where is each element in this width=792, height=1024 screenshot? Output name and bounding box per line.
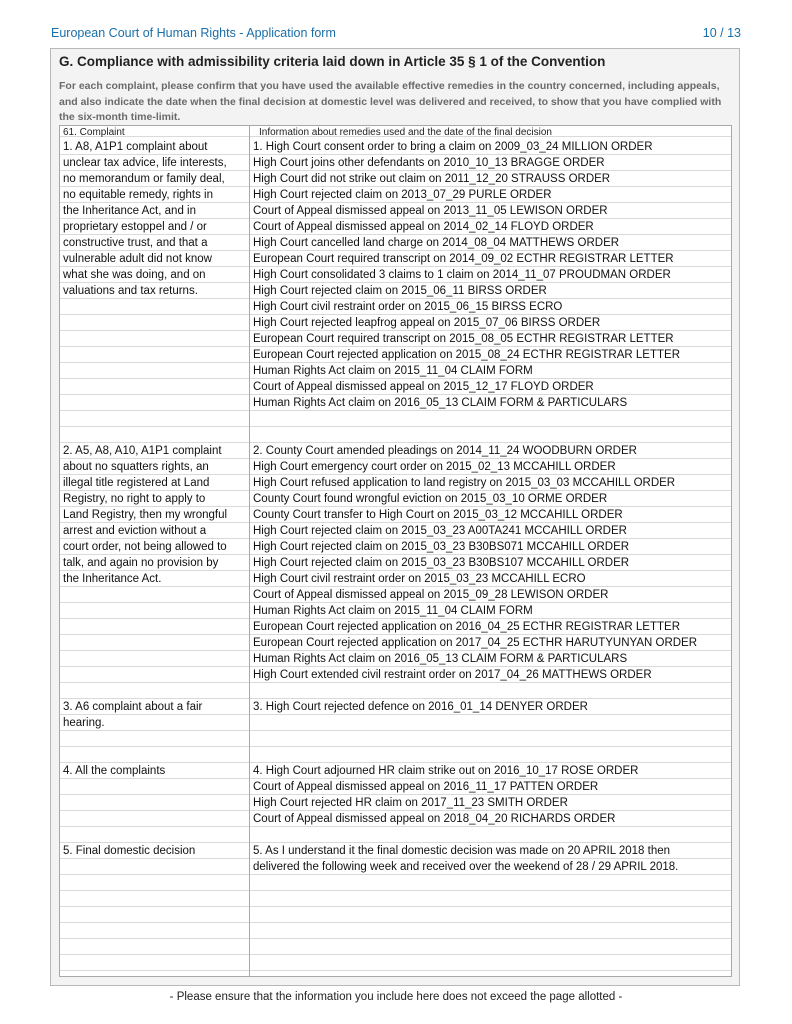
complaint-line: the Inheritance Act. bbox=[63, 573, 162, 585]
complaint-line: arrest and eviction without a bbox=[63, 525, 207, 537]
remedy-line: High Court refused application to land registry on 2015_03_03 MCCAHILL ORDER bbox=[253, 477, 676, 489]
instruction-line: the six-month time-limit. bbox=[59, 111, 181, 123]
remedy-line: European Court required transcript on 2014_09_02 ECTHR REGISTRAR LETTER bbox=[253, 253, 674, 265]
remedy-cell[interactable] bbox=[253, 763, 731, 827]
complaint-line: valuations and tax returns. bbox=[63, 285, 198, 297]
complaint-line: Land Registry, then my wrongful bbox=[63, 509, 228, 521]
remedy-line: High Court rejected leapfrog appeal on 2015_07_06 BIRSS ORDER bbox=[253, 317, 601, 329]
instruction-line: and also indicate the date when the final decision at domestic level was delivered and received, to show that you have complied with bbox=[59, 95, 722, 108]
remedy-cell[interactable] bbox=[253, 139, 731, 411]
remedy-line: High Court rejected claim on 2015_03_23 B30BS107 MCCAHILL ORDER bbox=[253, 557, 630, 569]
complaint-line: about no squatters rights, an bbox=[63, 461, 209, 473]
remedy-line: 3. High Court rejected defence on 2016_01_14 DENYER ORDER bbox=[253, 701, 588, 713]
complaint-line: no equitable remedy, rights in bbox=[63, 189, 214, 201]
remedy-line: 1. High Court consent order to bring a claim on 2009_03_24 MILLION ORDER bbox=[253, 141, 653, 153]
complaint-line: 4. All the complaints bbox=[63, 765, 166, 777]
remedy-line: High Court extended civil restraint order on 2017_04_26 MATTHEWS ORDER bbox=[253, 669, 652, 681]
complaint-cell[interactable] bbox=[63, 139, 247, 299]
remedy-line: High Court consolidated 3 claims to 1 claim on 2014_11_07 PROUDMAN ORDER bbox=[253, 269, 671, 281]
remedy-line: Court of Appeal dismissed appeal on 2015_09_28 LEWISON ORDER bbox=[253, 589, 609, 601]
complaint-line: Registry, no right to apply to bbox=[63, 493, 206, 505]
section-g-panel bbox=[50, 48, 740, 986]
remedy-line: Court of Appeal dismissed appeal on 2013_11_05 LEWISON ORDER bbox=[253, 205, 608, 217]
complaint-line: 1. A8, A1P1 complaint about bbox=[63, 141, 208, 153]
remedy-line: High Court rejected claim on 2015_03_23 A00TA241 MCCAHILL ORDER bbox=[253, 525, 627, 537]
complaint-line: what she was doing, and on bbox=[63, 269, 206, 281]
remedy-line: European Court rejected application on 2017_04_25 ECTHR HARUTYUNYAN ORDER bbox=[253, 637, 698, 649]
complaint-cell[interactable] bbox=[63, 843, 247, 859]
complaint-line: proprietary estoppel and / or bbox=[63, 221, 207, 233]
complaint-cell[interactable] bbox=[63, 699, 247, 731]
complaint-line: illegal title registered at Land bbox=[63, 477, 210, 489]
remedy-cell[interactable] bbox=[253, 843, 731, 875]
remedy-cell[interactable] bbox=[253, 699, 731, 715]
complaint-line: 2. A5, A8, A10, A1P1 complaint bbox=[63, 445, 222, 457]
remedy-line: High Court civil restraint order on 2015_03_23 MCCAHILL ECRO bbox=[253, 573, 586, 585]
remedy-line: County Court found wrongful eviction on 2015_03_10 ORME ORDER bbox=[253, 493, 608, 505]
remedy-line: High Court rejected HR claim on 2017_11_23 SMITH ORDER bbox=[253, 797, 568, 809]
info-column-header: Information about remedies used and the date of the final decision bbox=[259, 127, 552, 138]
remedy-line: High Court civil restraint order on 2015_06_15 BIRSS ECRO bbox=[253, 301, 563, 313]
section-instructions bbox=[59, 79, 739, 126]
remedies-table[interactable] bbox=[59, 125, 732, 977]
form-title: European Court of Human Rights - Application form bbox=[51, 26, 336, 40]
remedy-line: High Court cancelled land charge on 2014_08_04 MATTHEWS ORDER bbox=[253, 237, 620, 249]
page-footer-note: - Please ensure that the information you include here does not exceed the page allotted - bbox=[169, 991, 623, 1003]
remedy-line: High Court joins other defendants on 2010_10_13 BRAGGE ORDER bbox=[253, 157, 605, 169]
remedy-line: Court of Appeal dismissed appeal on 2018_04_20 RICHARDS ORDER bbox=[253, 813, 616, 825]
remedy-line: High Court rejected claim on 2013_07_29 PURLE ORDER bbox=[253, 189, 552, 201]
remedy-line: 4. High Court adjourned HR claim strike out on 2016_10_17 ROSE ORDER bbox=[253, 765, 639, 777]
complaint-line: 5. Final domestic decision bbox=[63, 845, 196, 857]
remedy-line: Human Rights Act claim on 2015_11_04 CLAIM FORM bbox=[253, 365, 533, 377]
section-title: G. Compliance with admissibility criteria laid down in Article 35 § 1 of the Convention bbox=[59, 54, 606, 69]
instruction-line: For each complaint, please confirm that you have used the available effective remedies in the country concerned, including appeals, bbox=[59, 80, 720, 92]
complaint-cell[interactable] bbox=[63, 763, 247, 779]
remedy-line: High Court rejected claim on 2015_03_23 B30BS071 MCCAHILL ORDER bbox=[253, 541, 630, 553]
complaint-line: unclear tax advice, life interests, bbox=[63, 157, 227, 169]
remedy-line: delivered the following week and received over the weekend of 28 / 29 APRIL 2018. bbox=[253, 861, 679, 873]
complaint-line: the Inheritance Act, and in bbox=[63, 205, 196, 217]
remedy-line: European Court rejected application on 2015_08_24 ECTHR REGISTRAR LETTER bbox=[253, 349, 680, 361]
complaint-line: vulnerable adult did not know bbox=[63, 253, 212, 265]
remedy-line: High Court did not strike out claim on 2011_12_20 STRAUSS ORDER bbox=[253, 173, 611, 185]
complaint-cell[interactable] bbox=[63, 443, 247, 587]
remedy-line: Court of Appeal dismissed appeal on 2014_02_14 FLOYD ORDER bbox=[253, 221, 594, 233]
page-number: 10 / 13 bbox=[702, 26, 741, 40]
remedy-line: 5. As I understand it the final domestic decision was made on 20 APRIL 2018 then bbox=[253, 845, 671, 857]
remedy-cell[interactable] bbox=[253, 443, 731, 683]
complaint-column-header: 61. Complaint bbox=[63, 127, 125, 138]
remedy-line: Court of Appeal dismissed appeal on 2015_12_17 FLOYD ORDER bbox=[253, 381, 594, 393]
complaint-line: talk, and again no provision by bbox=[63, 557, 219, 569]
remedy-line: High Court emergency court order on 2015_02_13 MCCAHILL ORDER bbox=[253, 461, 616, 473]
remedy-line: Court of Appeal dismissed appeal on 2016_11_17 PATTEN ORDER bbox=[253, 781, 599, 793]
remedy-line: High Court rejected claim on 2015_06_11 BIRSS ORDER bbox=[253, 285, 547, 297]
remedy-line: 2. County Court amended pleadings on 2014_11_24 WOODBURN ORDER bbox=[253, 445, 637, 457]
page-header bbox=[51, 26, 741, 42]
remedy-line: Human Rights Act claim on 2016_05_13 CLAIM FORM & PARTICULARS bbox=[253, 397, 628, 409]
remedy-line: County Court transfer to High Court on 2015_03_12 MCCAHILL ORDER bbox=[253, 509, 623, 521]
remedy-line: European Court rejected application on 2016_04_25 ECTHR REGISTRAR LETTER bbox=[253, 621, 680, 633]
remedy-line: European Court required transcript on 2015_08_05 ECTHR REGISTRAR LETTER bbox=[253, 333, 674, 345]
remedy-line: Human Rights Act claim on 2015_11_04 CLAIM FORM bbox=[253, 605, 533, 617]
complaint-line: court order, not being allowed to bbox=[63, 541, 227, 553]
complaint-line: hearing. bbox=[63, 717, 105, 729]
complaint-line: 3. A6 complaint about a fair bbox=[63, 701, 203, 713]
column-divider bbox=[249, 126, 250, 976]
remedy-line: Human Rights Act claim on 2016_05_13 CLAIM FORM & PARTICULARS bbox=[253, 653, 628, 665]
complaint-line: constructive trust, and that a bbox=[63, 237, 208, 249]
complaint-line: no memorandum or family deal, bbox=[63, 173, 225, 185]
